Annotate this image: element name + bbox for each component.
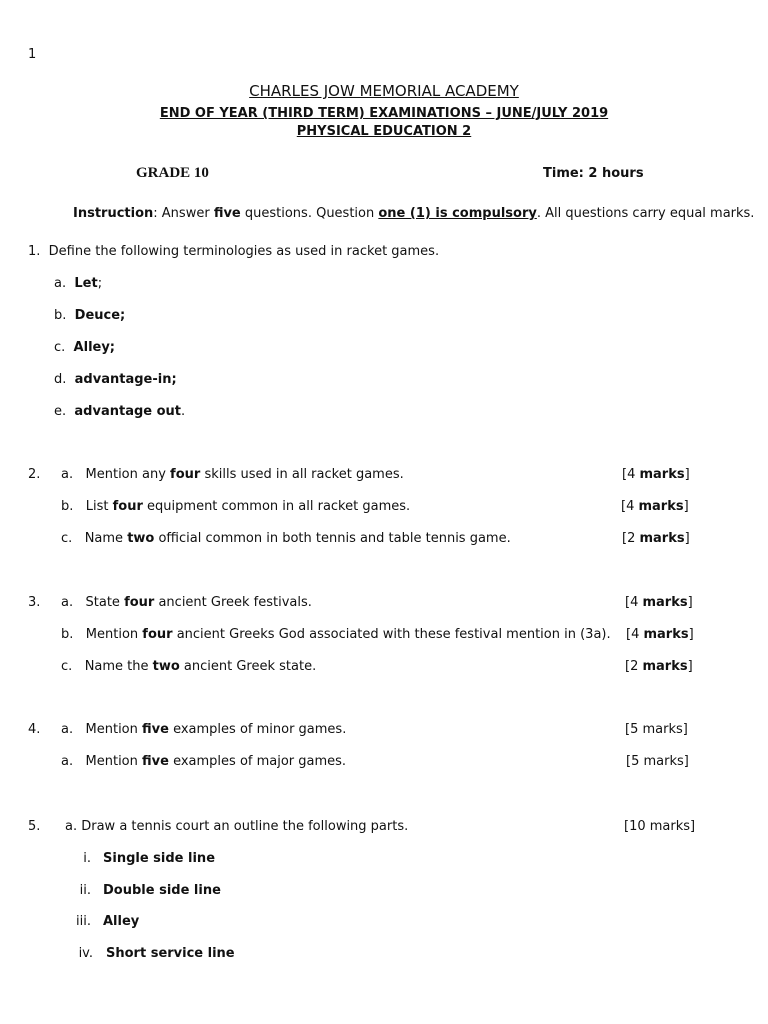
marks-bold: marks: [639, 531, 685, 546]
q2-c-marks: [622, 531, 690, 547]
item-bold: four: [112, 499, 143, 514]
q1-item-e: [54, 404, 185, 420]
item-letter: a.: [61, 722, 74, 737]
marks-text: [2: [622, 531, 640, 546]
q3-a-marks: [625, 595, 693, 611]
q4-item-1: [61, 722, 346, 738]
item-text: List: [85, 499, 113, 514]
item-text: ancient Greek festivals.: [154, 595, 312, 610]
item-text: Name the: [84, 659, 153, 674]
question-number: 1.: [28, 244, 41, 259]
q5-part-4: Short service line: [106, 946, 235, 961]
question-2-number: 2.: [28, 467, 41, 482]
grade-label: GRADE 10: [136, 165, 209, 181]
q4-item-2: [61, 754, 346, 770]
item-bold: two: [127, 531, 155, 546]
q5-numeral-3: iii.: [76, 914, 91, 929]
item-bold: two: [152, 659, 180, 674]
instruction-text-1: : Answer: [153, 206, 214, 221]
marks-text: [4: [625, 595, 643, 610]
page-number: 1: [28, 47, 37, 62]
item-letter: d.: [54, 372, 67, 387]
q5-numeral-2: ii.: [79, 883, 91, 898]
marks-text: ]: [687, 659, 693, 674]
instruction-text-2: questions. Question: [240, 206, 379, 221]
question-1: [28, 244, 439, 260]
item-bold: five: [142, 754, 169, 769]
q4-2-marks: [5 marks]: [626, 754, 689, 769]
item-text: ancient Greek state.: [179, 659, 317, 674]
q1-item-a: [54, 276, 102, 292]
item-letter: b.: [54, 308, 67, 323]
question-5-number: 5.: [28, 819, 41, 834]
q3-item-c: [61, 659, 316, 675]
q3-b-marks: [626, 627, 694, 643]
marks-text: ]: [683, 499, 689, 514]
item-letter: a.: [54, 276, 67, 291]
school-name: CHARLES JOW MEMORIAL ACADEMY: [249, 82, 519, 100]
q5-part-2: Double side line: [103, 883, 221, 898]
item-punct: .: [181, 404, 186, 419]
item-bold: four: [170, 467, 201, 482]
question-text: Define the following terminologies as used in racket games.: [48, 244, 440, 259]
item-letter: b.: [61, 499, 74, 514]
q1-item-d: [54, 372, 177, 388]
marks-text: ]: [688, 627, 694, 642]
question-4-number: 4.: [28, 722, 41, 737]
item-letter: a.: [61, 467, 74, 482]
item-term: Alley;: [73, 340, 116, 355]
item-term: advantage-in;: [74, 372, 177, 387]
item-text: Mention: [85, 754, 143, 769]
item-term: Deuce;: [74, 308, 126, 323]
instruction-text-3: . All questions carry equal marks.: [536, 206, 755, 221]
marks-text: ]: [687, 595, 693, 610]
q2-item-b: [61, 499, 410, 515]
item-letter: c.: [61, 531, 73, 546]
item-text: official common in both tennis and table tennis game.: [154, 531, 511, 546]
item-text: Mention: [85, 722, 143, 737]
item-bold: four: [124, 595, 155, 610]
item-text: Mention: [85, 627, 143, 642]
instruction-five: five: [213, 206, 241, 221]
instruction-compulsory: one (1) is compulsory: [378, 206, 537, 221]
marks-text: [2: [625, 659, 643, 674]
q4-1-marks: [5 marks]: [625, 722, 688, 737]
q2-item-a: [61, 467, 404, 483]
time-label: Time: 2 hours: [543, 166, 644, 181]
item-text: examples of minor games.: [168, 722, 347, 737]
q5-marks: [10 marks]: [624, 819, 696, 834]
marks-bold: marks: [642, 595, 688, 610]
question-3-number: 3.: [28, 595, 41, 610]
subject-title: PHYSICAL EDUCATION 2: [296, 124, 472, 139]
item-text: ancient Greeks God associated with these festival mention in (3a).: [172, 627, 611, 642]
q2-b-marks: [621, 499, 689, 515]
marks-bold: marks: [643, 627, 689, 642]
item-term: Let: [74, 276, 98, 291]
item-letter: a.: [61, 754, 74, 769]
q3-item-a: [61, 595, 312, 611]
marks-bold: marks: [639, 467, 685, 482]
marks-text: ]: [684, 531, 690, 546]
q2-a-marks: [622, 467, 690, 483]
marks-bold: marks: [642, 659, 688, 674]
q5-part-3: Alley: [103, 914, 140, 929]
q5-numeral-1: i.: [83, 851, 91, 866]
item-text: examples of major games.: [168, 754, 347, 769]
item-letter: e.: [54, 404, 67, 419]
q1-item-c: [54, 340, 115, 356]
item-bold: five: [142, 722, 169, 737]
instruction-line: [73, 206, 754, 222]
marks-bold: marks: [638, 499, 684, 514]
q3-c-marks: [625, 659, 693, 675]
item-bold: four: [142, 627, 173, 642]
item-letter: b.: [61, 627, 74, 642]
item-text: Name: [84, 531, 128, 546]
marks-text: ]: [684, 467, 690, 482]
item-letter: c.: [61, 659, 73, 674]
item-text: equipment common in all racket games.: [142, 499, 411, 514]
marks-text: [4: [626, 627, 644, 642]
item-letter: a.: [61, 595, 74, 610]
exam-title: END OF YEAR (THIRD TERM) EXAMINATIONS – JUNE/JULY 2019: [159, 106, 609, 121]
item-punct: ;: [97, 276, 103, 291]
question-5-text: a. Draw a tennis court an outline the following parts.: [65, 819, 409, 834]
q2-item-c: [61, 531, 511, 547]
q3-item-b: [61, 627, 611, 643]
item-text: skills used in all racket games.: [200, 467, 404, 482]
q5-numeral-4: iv.: [78, 946, 93, 961]
item-text: State: [85, 595, 125, 610]
item-letter: c.: [54, 340, 66, 355]
marks-text: [4: [621, 499, 639, 514]
item-term: advantage out: [74, 404, 182, 419]
instruction-label: Instruction: [73, 206, 154, 221]
item-text: Mention any: [85, 467, 171, 482]
q5-part-1: Single side line: [103, 851, 216, 866]
marks-text: [4: [622, 467, 640, 482]
q1-item-b: [54, 308, 125, 324]
